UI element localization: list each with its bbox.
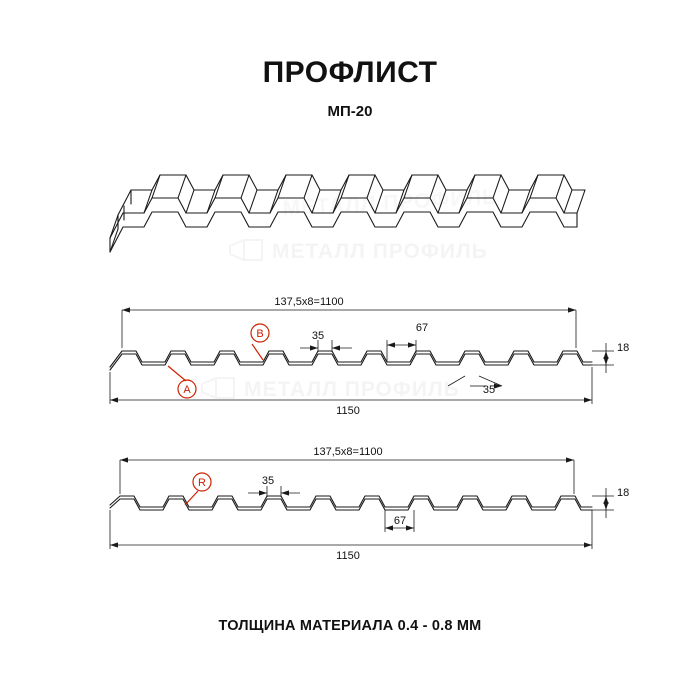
dimension-pitch-bottom: [120, 457, 574, 494]
watermark-group: [202, 186, 499, 401]
isometric-profile-view: [110, 175, 585, 252]
svg-text:МЕТАЛЛ ПРОФИЛЬ: МЕТАЛЛ ПРОФИЛЬ: [272, 240, 488, 263]
callout-b-label: B: [256, 328, 264, 340]
section-top-view: [110, 351, 592, 370]
dim-label-35-top-right: 35: [482, 384, 496, 396]
dim-label-height-top: 18: [617, 342, 630, 354]
dimension-total-bottom: [110, 510, 592, 549]
dimension-pitch-top: [122, 307, 576, 348]
callout-a-label: A: [183, 384, 191, 396]
callout-a: [168, 366, 196, 398]
dimension-35-top-left: [300, 340, 352, 352]
page-title: ПРОФЛИСТ: [262, 56, 438, 89]
dim-label-35-bottom: 35: [261, 475, 275, 487]
dim-label-pitch-bottom: 137,5х8=1100: [313, 446, 383, 458]
material-thickness-note: ТОЛЩИНА МАТЕРИАЛА 0.4 - 0.8 ММ: [218, 618, 482, 634]
dim-label-height-bottom: 18: [617, 487, 630, 499]
dimension-height-top: [592, 343, 614, 373]
dim-label-total-top: 1150: [336, 405, 360, 417]
dim-label-total-bottom: 1150: [336, 550, 360, 562]
svg-text:МЕТАЛЛ ПРОФИЛЬ: МЕТАЛЛ ПРОФИЛЬ: [282, 185, 499, 220]
page-subtitle: МП-20: [327, 103, 373, 120]
dim-label-pitch-top: 137,5х8=1100: [274, 296, 344, 308]
dimension-35-bottom: [248, 486, 300, 497]
dim-label-67-bottom: 67: [393, 515, 407, 527]
svg-text:МЕТАЛЛ ПРОФИЛЬ: МЕТАЛЛ ПРОФИЛЬ: [244, 378, 460, 401]
section-bottom-view: [110, 496, 592, 510]
callout-r-label: R: [198, 477, 206, 489]
dimension-height-bottom: [592, 488, 614, 518]
dim-label-35-top-left: 35: [311, 330, 325, 342]
dim-label-67-top: 67: [415, 322, 429, 334]
dimension-total-top: [110, 367, 592, 404]
